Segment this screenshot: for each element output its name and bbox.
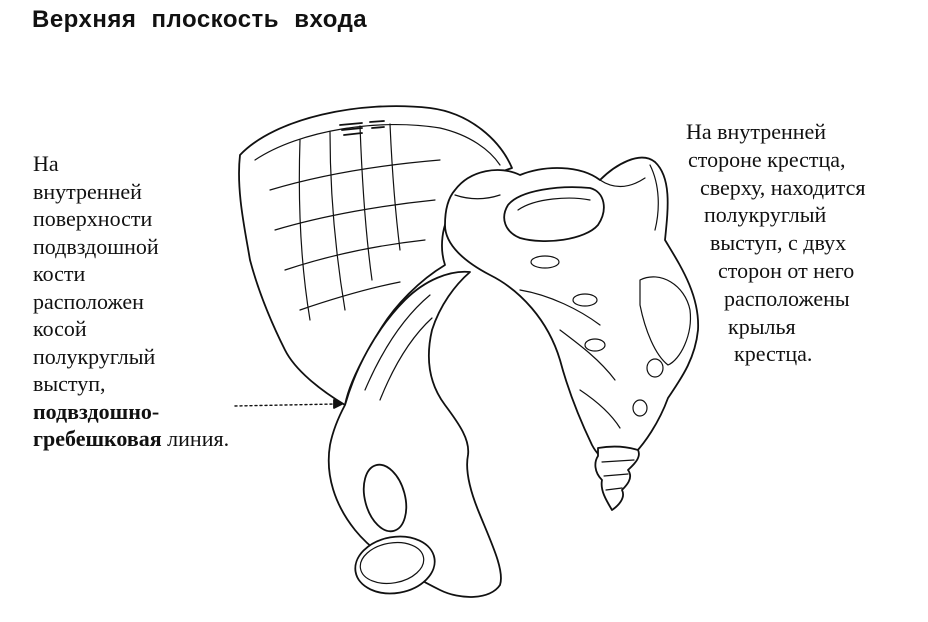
coccyx xyxy=(595,447,639,510)
right-caption-line: выступ, с двух xyxy=(710,230,847,256)
term-line-1: подвздошно- xyxy=(33,398,160,424)
left-caption-line: полукруглый xyxy=(33,343,156,369)
left-caption-line: расположен xyxy=(33,288,144,314)
right-caption-line: сверху, находится xyxy=(700,174,866,200)
right-caption-line: крестца. xyxy=(734,341,813,367)
iliac-crest-inner xyxy=(255,125,500,165)
right-caption-line: На внутренней xyxy=(686,119,827,144)
pointer-arrowhead xyxy=(334,400,342,408)
pointer-line xyxy=(235,404,336,406)
right-caption-line: крылья xyxy=(728,313,796,339)
right-caption-line: стороне крестца, xyxy=(688,146,846,172)
right-caption-line: полукруглый xyxy=(704,202,827,228)
right-caption-line: расположены xyxy=(724,285,850,311)
left-caption-line: кости xyxy=(33,261,86,286)
left-caption-line: выступ, xyxy=(33,371,106,396)
right-caption-line: сторон от него xyxy=(718,257,855,283)
left-caption-line: На xyxy=(33,151,59,176)
term-bold-word: гребешковая xyxy=(33,426,162,451)
left-caption-line: косой xyxy=(33,316,87,341)
left-caption-line: внутренней xyxy=(33,178,142,204)
left-caption-line: поверхности xyxy=(33,206,153,231)
left-caption-line: подвздошной xyxy=(33,233,159,259)
page-title: Верхняя плоскость входа xyxy=(32,6,368,33)
term-tail-word: линия. xyxy=(167,426,230,451)
